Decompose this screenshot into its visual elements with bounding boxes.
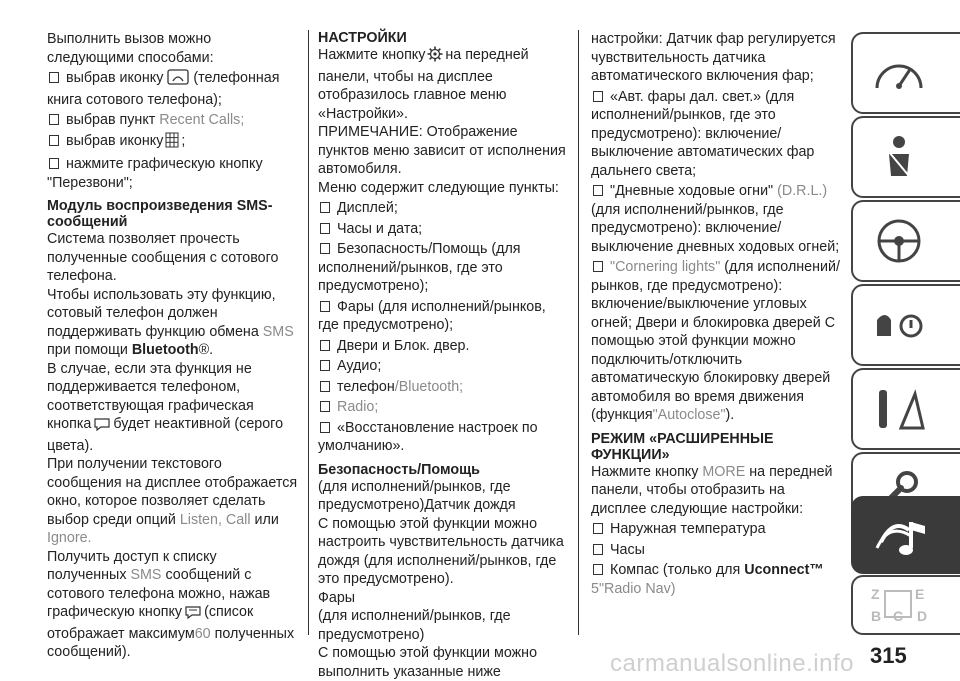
paragraph: (для исполнений/рынков, где предусмотрено)Датчик дождя	[318, 478, 516, 513]
list-item: Наружная температура	[591, 520, 841, 539]
list-item: выбрав иконку (телефонная книга сотового телефона);	[47, 70, 280, 108]
list-item: выбрав пункт Recent Calls;	[47, 111, 300, 130]
bullet-square-icon	[320, 243, 330, 254]
tab-index[interactable]	[851, 575, 960, 635]
list-item: Дисплей;	[318, 199, 568, 218]
list-item: "Дневные ходовые огни" (D.R.L.) (для исполнений/рынков, где предусмотрено): включение/выключение дневных ходовых огней;	[591, 183, 840, 255]
seatbelt-person-icon	[871, 132, 927, 182]
bullet-square-icon	[49, 135, 59, 146]
svg-text:B: B	[871, 608, 882, 624]
paragraph: При получении текстового сообщения на дисплее отображается окно, которое позволяет сделать выбор среди опций Listen, Call или Ignore.	[47, 456, 298, 546]
list-item: Безопасность/Помощь (для исполнений/рынков, где это предусмотрено);	[318, 241, 521, 294]
tab-multimedia[interactable]	[851, 496, 960, 574]
keypad-icon	[165, 132, 179, 154]
paragraph: Нажмите кнопку MORE на передней панели, чтобы отобразить на дисплее следующие настройки:	[591, 463, 833, 517]
paragraph: Система позволяет прочесть полученные сообщения с сотового телефона.	[47, 231, 279, 284]
column-3	[591, 30, 841, 600]
bullet-square-icon	[593, 91, 603, 102]
section-heading: Модуль воспроизведения SMS-сообщений	[47, 198, 273, 230]
column-divider-1	[308, 30, 309, 635]
column-2	[318, 30, 568, 681]
svg-text:Z: Z	[871, 586, 880, 602]
watermark: carmanualsonline.info	[610, 650, 854, 677]
list-item: «Восстановление настроек по умолчанию».	[318, 419, 538, 454]
column-divider-2	[578, 30, 579, 635]
emergency-tools-icon	[871, 384, 927, 434]
page-number: 315	[870, 643, 907, 668]
tab-dashboard[interactable]	[851, 32, 960, 114]
bullet-square-icon	[320, 202, 330, 213]
list-item: "Cornering lights" (для исполнений/рынков, где предусмотрено): включение/выключение угловых огней; Двери и блокировка дверей С помощью этой функции можно подключить/отключить автоматическую блокировку дверей автомобиля во время движения (функция"Autoclose").	[591, 259, 840, 423]
bullet-square-icon	[593, 523, 603, 534]
bullet-square-icon	[320, 360, 330, 371]
bullet-square-icon	[593, 544, 603, 555]
tab-starting-driving[interactable]	[851, 200, 960, 282]
paragraph: (для исполнений/рынков, где предусмотрено)	[318, 608, 511, 643]
column-1	[47, 30, 300, 662]
bullet-square-icon	[320, 381, 330, 392]
paragraph: Нажмите кнопку на передней панели, чтобы на дисплее отобразилось главное меню «Настройки».	[318, 47, 529, 122]
section-heading: РЕЖИМ «РАСШИРЕННЫЕ ФУНКЦИИ»	[591, 430, 774, 463]
section-heading: Безопасность/Помощь	[318, 461, 480, 478]
paragraph: Меню содержит следующие пункты:	[318, 179, 559, 196]
svg-text:E: E	[915, 586, 925, 602]
tab-emergency[interactable]	[851, 368, 960, 450]
paragraph: С помощью этой функции можно выполнить указанные ниже	[318, 645, 538, 680]
list-item: Часы и дата;	[318, 220, 568, 239]
list-item: Фары (для исполнений/рынков, где предусмотрено);	[318, 298, 546, 333]
bullet-square-icon	[49, 72, 59, 83]
intro-text: Выполнить вызов можно следующими способами:	[47, 31, 214, 66]
list-item: выбрав иконку ;	[47, 132, 300, 154]
multimedia-music-icon	[871, 512, 931, 562]
list-item: Компас (только для Uconnect™ 5"Radio Nav)	[591, 562, 824, 597]
dashboard-gauge-icon	[871, 48, 927, 98]
bullet-square-icon	[593, 564, 603, 575]
list-item: Аудио;	[318, 357, 568, 376]
tab-warning-lights[interactable]	[851, 284, 960, 366]
list-item: Часы	[591, 541, 841, 560]
section-heading: НАСТРОЙКИ	[318, 30, 407, 46]
list-item: Двери и Блок. двер.	[318, 337, 568, 356]
settings-gear-icon	[427, 46, 443, 68]
paragraph: настройки: Датчик фар регулируется чувствительность датчика автоматического включения фар;	[591, 31, 836, 84]
paragraph: В случае, если эта функция не поддерживается телефоном, соответствующая графическая кнопка будет неактивной (серого цвета).	[47, 360, 284, 454]
phonebook-icon	[165, 69, 191, 91]
bullet-square-icon	[49, 158, 59, 169]
bullet-square-icon	[49, 114, 59, 125]
tab-safety[interactable]	[851, 116, 960, 198]
paragraph: Фары	[318, 589, 356, 606]
paragraph: Получить доступ к списку полученных SMS сообщений с сотового телефона можно, нажав графическую кнопку (список отображает максимум60 полученных сообщений).	[47, 548, 295, 660]
list-item: телефон/Bluetooth;	[318, 378, 568, 397]
list-item: Radio;	[318, 398, 568, 417]
bullet-square-icon	[320, 301, 330, 312]
bullet-square-icon	[320, 223, 330, 234]
svg-text:D: D	[917, 608, 928, 624]
sms-list-icon	[184, 605, 202, 625]
steering-wheel-icon	[871, 216, 927, 266]
bullet-square-icon	[593, 261, 603, 272]
svg-text:C: C	[893, 608, 904, 624]
bullet-square-icon	[320, 401, 330, 412]
bullet-square-icon	[320, 340, 330, 351]
list-item: нажмите графическую кнопку "Перезвони";	[47, 156, 263, 191]
index-letters-icon	[865, 583, 935, 627]
paragraph: Чтобы использовать эту функцию, сотовый телефон должен поддерживать функцию обмена SMS при помощи Bluetooth®.	[47, 286, 294, 358]
list-item: «Авт. фары дал. свет.» (для исполнений/рынков, где это предусмотрено): включение/выключение автоматических фар дальнего света;	[591, 88, 815, 179]
bullet-square-icon	[593, 185, 603, 196]
paragraph: С помощью этой функции можно настроить чувствительность датчика дождя (для исполнений/рынков, где это предусмотрено).	[318, 515, 564, 587]
warning-lights-icon	[871, 300, 927, 350]
note: ПРИМЕЧАНИЕ: Отображение пунктов меню зависит от исполнения автомобиля.	[318, 124, 566, 177]
bullet-square-icon	[320, 422, 330, 433]
sms-icon	[93, 417, 111, 437]
